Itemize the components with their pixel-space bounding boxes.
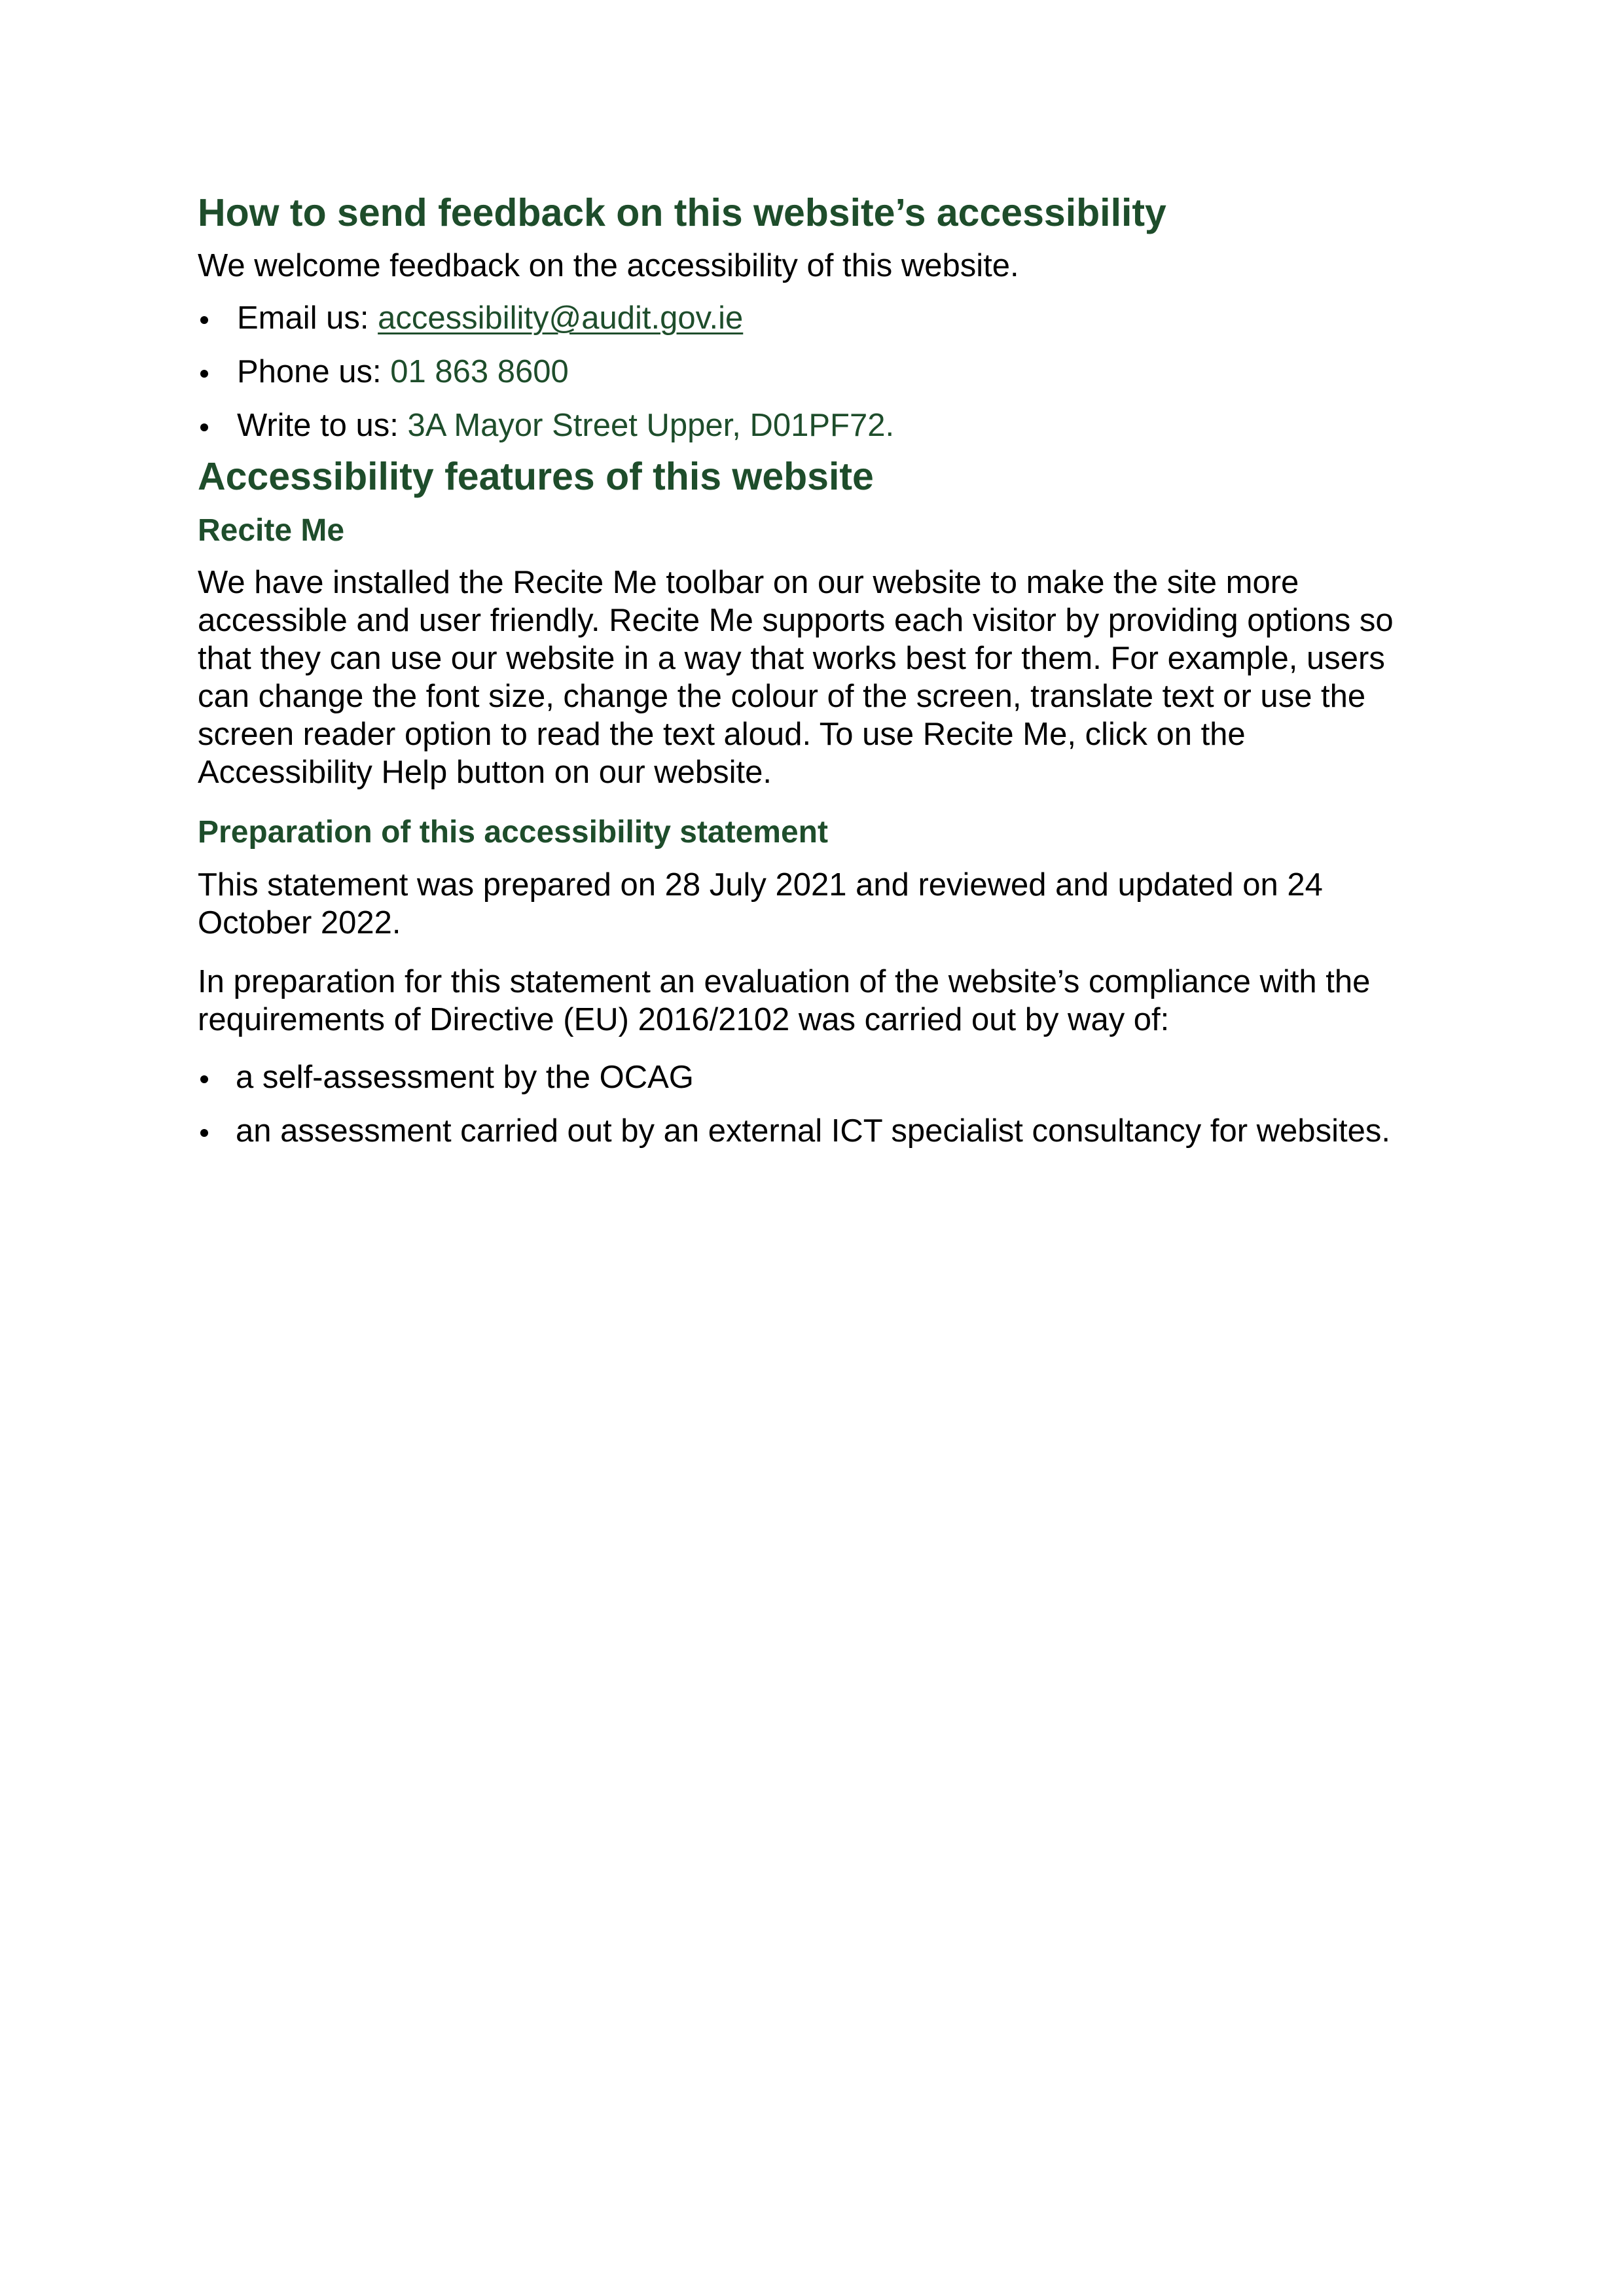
- recite-line: accessible and user friendly. Recite Me supports each visitor by providing options so: [198, 603, 1394, 639]
- assessment-item: [198, 1112, 1441, 1150]
- evaluation-line: requirements of Directive (EU) 2016/2102 was carried out by way of:: [198, 1001, 1170, 1037]
- contact-address-item: [198, 406, 1441, 444]
- phone-value: 01 863 8600: [390, 353, 569, 389]
- evaluation-line: In preparation for this statement an evaluation of the website’s compliance with the: [198, 963, 1371, 999]
- recite-line: We have installed the Recite Me toolbar on our website to make the site more: [198, 565, 1299, 601]
- preparation-heading: Preparation of this accessibility statement: [198, 815, 828, 850]
- phone-label: Phone us:: [237, 353, 391, 389]
- assessment-list: [198, 1058, 1441, 1150]
- bullet-icon: [200, 370, 208, 378]
- recite-me-heading: Recite Me: [198, 512, 345, 548]
- bullet-icon: [200, 423, 208, 431]
- address-value: 3A Mayor Street Upper, D01PF72.: [407, 407, 895, 443]
- recite-me-paragraph: [198, 564, 1441, 791]
- feedback-intro: We welcome feedback on the accessibility of this website.: [198, 247, 1019, 283]
- email-label: Email us:: [237, 300, 378, 336]
- recite-line: that they can use our website in a way that works best for them. For example, users: [198, 641, 1385, 677]
- bullet-icon: [200, 1075, 208, 1083]
- statement-line: October 2022.: [198, 905, 401, 941]
- features-heading: Accessibility features of this website: [198, 454, 874, 498]
- bullet-icon: [200, 1129, 208, 1137]
- statement-dates-paragraph: [198, 866, 1441, 942]
- evaluation-paragraph: [198, 963, 1441, 1039]
- assessment-text: a self-assessment by the OCAG: [236, 1059, 694, 1095]
- write-label: Write to us:: [237, 407, 408, 443]
- assessment-text: an assessment carried out by an external ICT specialist consultancy for websites.: [236, 1113, 1390, 1149]
- statement-line: This statement was prepared on 28 July 2021 and reviewed and updated on 24: [198, 867, 1323, 903]
- feedback-heading: How to send feedback on this website’s accessibility: [198, 191, 1166, 234]
- recite-line: Accessibility Help button on our website.: [198, 755, 772, 791]
- contact-phone-item: [198, 353, 1441, 391]
- contact-email-item: [198, 299, 1441, 337]
- recite-line: can change the font size, change the colour of the screen, translate text or use the: [198, 679, 1366, 715]
- document-page: [198, 190, 1441, 1150]
- recite-line: screen reader option to read the text aloud. To use Recite Me, click on the: [198, 717, 1246, 753]
- bullet-icon: [200, 316, 208, 324]
- contact-list: [198, 299, 1441, 444]
- assessment-item: [198, 1058, 1441, 1096]
- email-link[interactable]: accessibility@audit.gov.ie: [378, 300, 744, 336]
